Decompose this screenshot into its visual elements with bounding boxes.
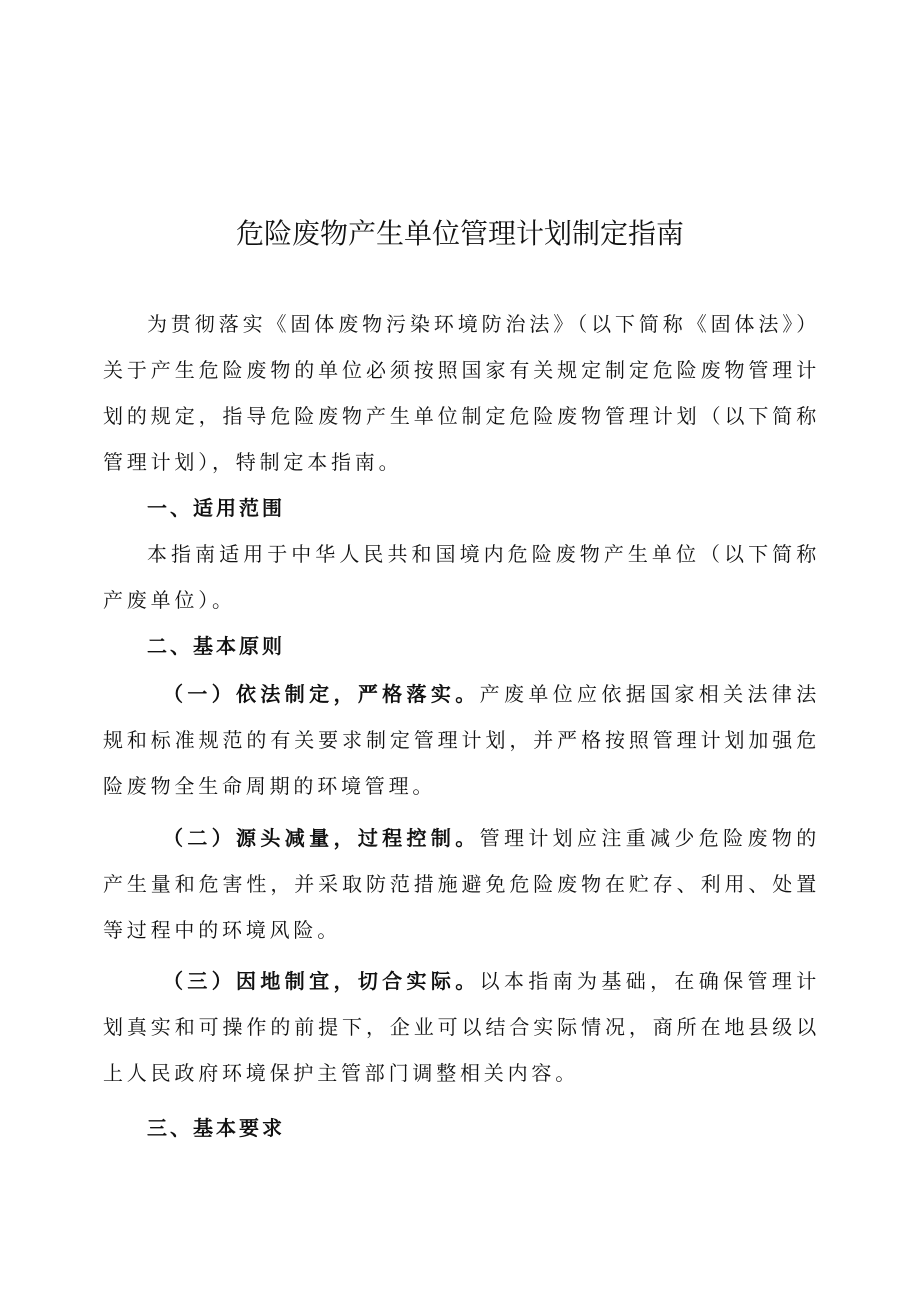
principle-item-2 xyxy=(103,815,820,953)
principle-lead-2: （二）源头减量，过程控制。 xyxy=(163,826,480,850)
section-heading-principles: 二、基本原则 xyxy=(147,634,285,658)
principle-item-1 xyxy=(103,671,820,809)
document-title: 危险废物产生单位管理计划制定指南 xyxy=(235,217,684,250)
principle-text-3: 以本指南为基础，在确保管理计划真实和可操作的前提下，企业可以结合实际情况，商所在地县级以上人民政府环境保护主管部门调整相关内容。 xyxy=(103,969,821,1085)
principle-lead-3: （三）因地制宜，切合实际。 xyxy=(163,969,480,993)
principle-text-1: 产废单位应依据国家相关法律法规和标准规范的有关要求制定管理计划，并严格按照管理计划加强危险废物全生命周期的环境管理。 xyxy=(103,682,821,798)
section-heading-requirements: 三、基本要求 xyxy=(147,1116,285,1140)
intro-paragraph: 为贯彻落实《固体废物污染环境防治法》（以下简称《固体法》）关于产生危险废物的单位必须按照国家有关规定制定危险废物管理计划的规定，指导危险废物产生单位制定危险废物管理计划（以下简称管理计划），特制定本指南。 xyxy=(103,312,820,474)
principle-lead-1: （一）依法制定，严格落实。 xyxy=(163,682,480,706)
principle-text-2: 管理计划应注重减少危险废物的产生量和危害性，并采取防范措施避免危险废物在贮存、利用、处置等过程中的环境风险。 xyxy=(103,826,821,942)
principle-item-3 xyxy=(103,958,820,1096)
scope-paragraph: 本指南适用于中华人民共和国境内危险废物产生单位（以下简称产废单位）。 xyxy=(103,542,820,612)
section-heading-scope: 一、适用范围 xyxy=(147,496,285,520)
